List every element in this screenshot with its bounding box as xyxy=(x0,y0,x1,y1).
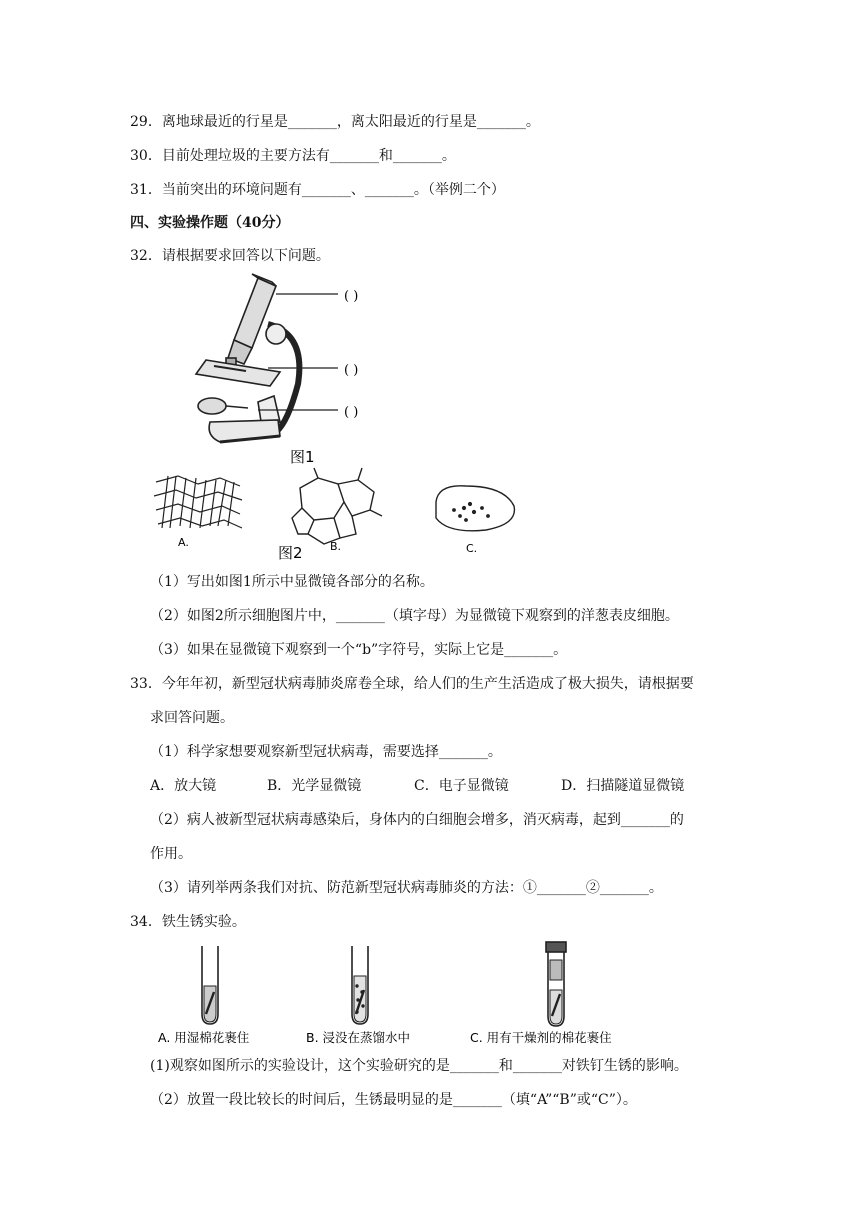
question-32-part-2: （2）如图2所示细胞图片中，_______（填字母）为显微镜下观察到的洋葱表皮细胞。 xyxy=(150,608,679,624)
cell-image-b xyxy=(292,468,382,544)
option-a: A．放大镜 xyxy=(150,778,217,794)
question-33-stem: 33．今年年初，新型冠状病毒肺炎席卷全球，给人们的生产生活造成了极大损失，请根据要 xyxy=(130,676,694,692)
question-33-part-2: （2）病人被新型冠状病毒感染后，身体内的白细胞会增多，消灭病毒，起到_______的 xyxy=(150,812,684,828)
figure-microscope-and-cells xyxy=(148,272,523,564)
test-tube-b xyxy=(352,946,368,1024)
blank-eyepiece: ( ) xyxy=(344,289,359,304)
cell-a-label: A. xyxy=(178,536,189,549)
tube-c-caption: C. 用有干燥剂的棉花裹住 xyxy=(470,1030,612,1045)
question-29: 29．离地球最近的行星是_______，离太阳最近的行星是_______。 xyxy=(130,114,540,130)
question-30: 30．目前处理垃圾的主要方法有_______和_______。 xyxy=(130,148,456,164)
tube-b-caption: B. 浸没在蒸馏水中 xyxy=(306,1030,411,1045)
question-33-part-2-cont: 作用。 xyxy=(150,846,192,862)
blank-stage: ( ) xyxy=(344,363,359,378)
cell-b-label: B. xyxy=(330,540,342,553)
option-d: D．扫描隧道显微镜 xyxy=(561,778,685,794)
question-33-part-3: （3）请列举两条我们对抗、防范新型冠状病毒肺炎的方法：①_______②_______。 xyxy=(150,880,663,896)
test-tube-c xyxy=(546,942,566,1026)
question-33-stem-cont: 求回答问题。 xyxy=(150,710,234,726)
option-c: C．电子显微镜 xyxy=(414,778,509,794)
microscope-illustration xyxy=(196,274,299,442)
question-32-part-1: （1）写出如图1所示中显微镜各部分的名称。 xyxy=(150,574,434,590)
cell-c-label: C. xyxy=(466,542,478,555)
question-32-part-3: （3）如果在显微镜下观察到一个“b”字符号，实际上它是_______。 xyxy=(150,642,568,658)
tube-a-caption: A. 用湿棉花裹住 xyxy=(158,1030,250,1045)
question-32-stem: 32．请根据要求回答以下问题。 xyxy=(130,248,330,264)
question-34-stem: 34．铁生锈实验。 xyxy=(130,914,246,930)
figure-test-tubes xyxy=(148,940,648,1048)
figure-1-label: 图1 xyxy=(290,448,315,466)
figure-2-label: 图2 xyxy=(278,544,303,562)
option-b: B．光学显微镜 xyxy=(267,778,362,794)
cell-image-a xyxy=(154,476,242,528)
section-heading-experiments: 四、实验操作题（40分） xyxy=(130,215,290,231)
blank-mirror: ( ) xyxy=(344,405,359,420)
cell-image-c xyxy=(436,486,514,531)
question-34-part-2: （2）放置一段比较长的时间后，生锈最明显的是_______（填“A”“B”或“C”）。 xyxy=(150,1092,637,1108)
question-33-part-1: （1）科学家想要观察新型冠状病毒，需要选择_______。 xyxy=(150,744,502,760)
question-34-part-1: (1)观察如图所示的实验设计，这个实验研究的是_______和_______对铁钉生锈的影响。 xyxy=(150,1058,688,1074)
test-tube-a xyxy=(202,946,218,1024)
question-31: 31．当前突出的环境问题有_______、_______。（举例二个） xyxy=(130,182,505,198)
